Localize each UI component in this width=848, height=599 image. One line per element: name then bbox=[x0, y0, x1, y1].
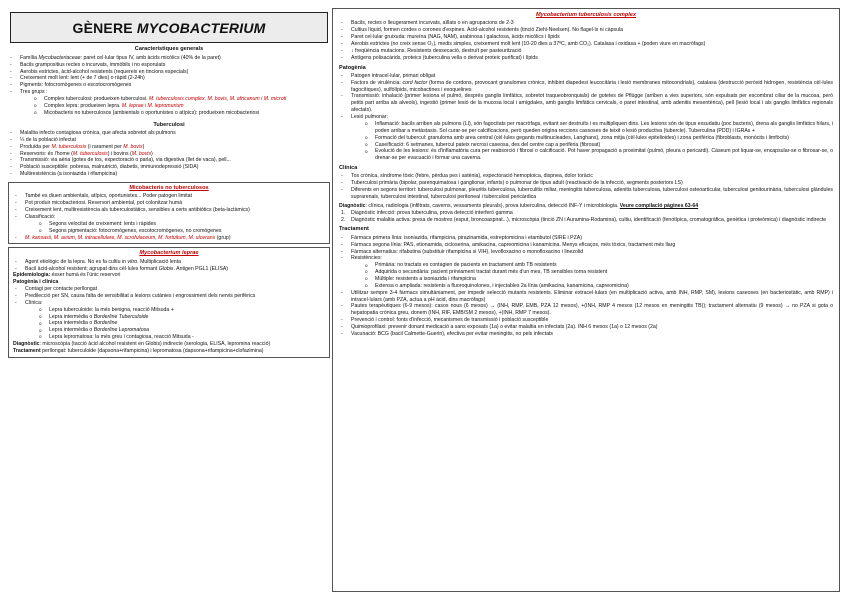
list-item: - Aerobis estrictes (no creix sense O₂), medis simples, creixement molt lent (10-20 dies a 37ºC, amb CO₂). Catalasa i oxidasa + (poden viure en macròfags) bbox=[339, 41, 833, 48]
list-item: - Vacunació: BCG (bacil Calmette-Guerin), efectiva per evitar meningitis, no pels infectats bbox=[339, 331, 833, 338]
list-item: - Contagi per contacte perllongat bbox=[13, 286, 325, 293]
section-heading-caracteristiques: Característiques generals bbox=[134, 46, 204, 53]
sublist-clinica-lepra bbox=[39, 307, 325, 341]
list-item: - Prevenció i control: fonts d'infecció, mecanismes de transmissió i població susceptible bbox=[339, 317, 833, 324]
list-item: o Segons velocitat de creixement: lents i ràpides bbox=[39, 221, 325, 228]
list-item: - Cultius líquid, formen cordes o corones d'espines. Àcid-alcohol resistents (tinció Ziehl-Neelsen). No flagel·ls ni càpsula bbox=[339, 27, 833, 34]
list-item: - Predilecció per SN, causa falta de sensibilitat a lesions cutànies i engrossiment dels nervis perifèrics bbox=[13, 293, 325, 300]
list-item: - Pot produir micobacteriosi. Reservori ambiental, pot colonitzar humà bbox=[13, 200, 325, 207]
list-item: - Antígens polisacàrids, proteics (tuberculina vella o derivat proteic purificat) i lípids bbox=[339, 55, 833, 62]
list-item: - Lesió pulmonar: o Inflamació: bacils arriben als pulmons (LI), són fagocitats per macròfags, evitant ser destruïts i es multipliquen dins. Les lesions són de tipus exsudatiu (poc bacteris), drena als ganglis limfàtics hilars, i poden arribar a metàstasis. Sol curar-se per calcificacions, però queden origina reccions cassoses de teixit o lesió productiva (tubercle). Tuberculina (PDD) i IGRAs + o Formació del tubercul: granuloma amb area central (cèl·lules gegants multinucleades, Langhans), zona mitja (cèl·lules epitelioides) i zona perifèrica (fibroblasts, monòcits i limfòcits) o Caseïficació: 6 setmanes, tubercul pateix necrosi caseosa, des del centre cap a perifèria (fibrosat) o Evolució de les lesions: és d'inflamatòria cura per reabsorció i fibrosi o calcificació. Pot haver propagació a proximitat (pulmó, pleura o pericardi). Càseum pot liquar-se, encapsular-se o fibrosar-se, o drenar-se per evacuació i formar una caverna. bbox=[339, 114, 833, 162]
list-clinica bbox=[339, 173, 833, 200]
section-heading-patogenia: Patogènia bbox=[339, 64, 366, 71]
patogenia-heading: Patogènia i clínica bbox=[13, 279, 59, 286]
list-item: - Patogen intracel·lular, primari obligat bbox=[339, 73, 833, 80]
section-heading-tuberculosi: Tuberculosi bbox=[153, 121, 185, 128]
list-item: o Lepra intermèdia o Borderline Lepromatosa bbox=[39, 327, 325, 334]
diagnostic-lepra: Diagnòstic: microscòpia (tacció àcid alcohol resistent en Globis) indirecte (serologia, ELISA, lepromina reacció) bbox=[13, 341, 271, 348]
list-item: o Extensa o ampliada: resistents a fluoroquinolones, i injectables 2a línia (amikacina, kanamicina, capreomicina) bbox=[365, 283, 833, 290]
list-item: 2. Diagnòstic malaltia activa: presa de mostres (esput, broncoaspirat...), microscòpia (tinció ZN i Auramina-Rodamina), cultiu, identificació (fenotípica, cromatogràfica, genètica i proteòmica) i diagnòstic indirecte bbox=[341, 216, 827, 223]
list-caracteristiques bbox=[8, 55, 330, 117]
sublist-lesio bbox=[365, 121, 833, 162]
list-leprae bbox=[13, 259, 325, 273]
list-item: - Resistències: o Primària: no tractats es contagien de pacients en tractament amb TB resistents o Adquirida o secundària: pacient prèviament tractat durant més d'un mes, TB sensibles torna resistent o Múltiple: resistents a isoniazida i rifampicina o Extensa o ampliada: resistents a fluoroquinolones, i injectables 2a línia (amikacina, kanamicina, capreomicina) bbox=[339, 255, 833, 289]
list-item: - Tres grups : o Complex tuberculosi: produeixen tuberculosi. M. tuberculosis complex, M. bovis, M. africanum i M. microti o Complex lepra: produeixen lepra. M. leprae i M. lepromurium o Micobacteris no tuberculosos (ambientals o oportunistes o atípics): produeixen micobacteriosi bbox=[8, 89, 330, 116]
list-item: - Tos crònica, síndrome tòxic (febre, pèrdua pes i astènia), expectoració hemoptoica, dispnea, dolor toràcic bbox=[339, 173, 833, 180]
list-item: - Factors de virulència: cord factor (forma de cordons, provocant granulomes crònics, inhibint diapedesi leucocitària i lesió membranes mitocondrials), catalasa (destrucció peròxid hidrogen, resistència cèl·lules fagocítiques), sulfòlípids, micobactines i exoquelines bbox=[339, 80, 833, 94]
list-item: - Diferents en segons territori: tuberculosi pulmonar, pleuritis tuberculosa, tuberculitis miliar, meningitis tuberculosa, adenitis tuberculosa, tuberculosi osteoarticular, tuberculosi genitourinària, tuberculosi glàndules suprarenals, tuberculosi intestinal, tuberculosi peritoneal i tuberculosi pericàrdica bbox=[339, 187, 833, 201]
list-tuberculosi bbox=[8, 130, 330, 178]
list-item: o Lepra tuberculoide: la més benigna, reacció Mitsuda + bbox=[39, 307, 325, 314]
list-item: - Fàrmacs primera línia: isoniazida, rifampicina, pirazinamida, estreptomicina i etambutol (SIRE i PZA) bbox=[339, 235, 833, 242]
list-item: o Lepra intermèdia o Borderline Tuberculoide bbox=[39, 314, 325, 321]
list-item: o Adquirida o secundària: pacient prèviament tractat durant més d'un mes, TB sensibles torna resistent bbox=[365, 269, 833, 276]
list-mtb bbox=[339, 20, 833, 61]
list-item: o Evolució de les lesions: és d'inflamatòria cura per reabsorció i fibrosi o calcificació. Pot haver propagació a proximitat (pulmó, pleura o pericardi). Càseum pot liquar-se, encapsular-se o fibrosar-se, o drenar-se per evacuació i formar una caverna. bbox=[365, 148, 833, 162]
list-item: o Lepra lepromatosa: la més greu i contagiosa, reacció Mitsuda - bbox=[39, 334, 325, 341]
list-item: - Tuberculosi primària (bipolar, parenquimatosa i ganglionar, infants) o pulmonar de tipus adult (reactivació de la infecció, segments posteriors LS) bbox=[339, 180, 833, 187]
list-item: - Família Mycobacteriaceae: paret cel·lular tipus IV, amb àcids micòlics (40% de la paret) bbox=[8, 55, 330, 62]
list-item: - Paret cel·lular gruixuda: mureïna (NAG, NAM), arabinosa i galactosa, àcids micòlics i lípids bbox=[339, 34, 833, 41]
list-item: - ↓ freqüència mutacions. Resistents dessecació, destruït per pasteurització bbox=[339, 48, 833, 55]
list-item: - Clínica: o Lepra tuberculoide: la més benigna, reacció Mitsuda + o Lepra intermèdia o Borderline Tuberculoide o Lepra intermèdia o Borderline o Lepra intermèdia o Borderline Lepromatosa o Lepra lepromatosa: la més greu i contagiosa, reacció Mitsuda - bbox=[13, 300, 325, 341]
list-patogenia bbox=[339, 73, 833, 162]
epidemiologia-line: Epidemiologia: ésser humà és l'únic reservori bbox=[13, 272, 121, 279]
list-item: - Pautes terapèutiques (6-9 mesos): casos nous (6 mesos) → (INH, RMP, EMB, PZA 12 mesos), +(INH, RMP 4 mesos (12 mesos en meningitis TB)); tractament alternatiu (9 mesos) → no PZA si gota o hepatopatia crònica greu, donem (INH, RIF, EMB/SM 2 mesos), +(INH, RMP 7 mesos). bbox=[339, 303, 833, 317]
section-heading-clinica: Clínica bbox=[339, 165, 358, 172]
tractament-lepra: Tractament perllongat: tuberculoide (dapsona+rifampicina) i lepromatosa (dapsona+rifampicina+clofazimina) bbox=[13, 347, 264, 354]
list-item: 1. Diagnòstic infecció: prova tuberculina, prova detecció interferó gamma bbox=[341, 209, 513, 216]
list-item: - Produïda per M. tuberculosis (i rarament per M. bovis) bbox=[8, 144, 330, 151]
section-heading-mtb: Mycobacterium tuberculosis complex bbox=[535, 12, 637, 18]
sublist-grups bbox=[34, 96, 330, 117]
box-ntm bbox=[8, 182, 330, 244]
list-item: o Complex tuberculosi: produeixen tuberculosi. M. tuberculosis complex, M. bovis, M. africanum i M. microti bbox=[34, 96, 330, 103]
list-item: - Pigments: fotocromògenes o escotocromògenes bbox=[8, 82, 330, 89]
list-item: - Bacil àcid-alcohol resistent; agrupat dins cèl·lules formant Globis. Antigen PGL1 (ELISA) bbox=[13, 266, 325, 273]
list-item: - Transmissió: via aèria (gotes de tos, expectoració o parla), via digestiva (llet de vaca), pell... bbox=[8, 157, 330, 164]
list-item: o Primària: no tractats es contagien de pacients en tractament amb TB resistents bbox=[365, 262, 833, 269]
list-patogenia-lepra bbox=[13, 286, 325, 341]
section-heading-ntm: Micobacteris no tuberculosos bbox=[129, 184, 209, 191]
list-item: - Població susceptible: pobresa, malnutrició, diabetis, immunodepressió (SIDA) bbox=[8, 164, 330, 171]
list-item: o Lepra intermèdia o Borderline bbox=[39, 320, 325, 327]
list-item: - Creixement lent, multiresistència als tuberculostàtics, sensibles a certs antibiòtics (beta-lactàmics) bbox=[13, 207, 325, 214]
list-item: - Malaltia infecto contagiosa crònica, que afecta sobretot als pulmons bbox=[8, 130, 330, 137]
list-item: - ¼ de la població infectat bbox=[8, 137, 330, 144]
list-item: o Caseïficació: 6 setmanes, tubercul pateix necrosi caseosa, des del centre cap a perifèria (fibrosat) bbox=[365, 142, 833, 149]
list-item: - Aerobis estrictes, àcid-alcohol resistents (requereix en tincions especials) bbox=[8, 69, 330, 76]
list-item: - Reservoris: és l'home (M. tuberculosis) i bovins (M. bovis) bbox=[8, 151, 330, 158]
section-heading-tractament: Tractament bbox=[339, 226, 369, 233]
list-item: o Micobacteris no tuberculosos (ambientals o oportunistes o atípics): produeixen micobacteriosi bbox=[34, 110, 330, 117]
list-item: - Bacils grampositius rectes o incurvats, immòbils i no esporulats bbox=[8, 62, 330, 69]
left-column bbox=[8, 8, 330, 361]
list-ntm bbox=[13, 193, 325, 241]
list-item: - Fàrmacs segona línia: PAS, etionamida, cicloserina, amikacina, capreomicina i kanamicina. Menys eficaços, més tòxics, tractament més llarg bbox=[339, 242, 833, 249]
diagnostic-line: Diagnòstic: clínica, radiologia (infiltrats, caverns, vessaments pleurals), prova tuberculina, detecció INF-Y i microbiologia. Veure compilació pàgines 63-64 bbox=[339, 202, 699, 209]
sublist-classificacio bbox=[39, 221, 325, 235]
list-item: - Agent etiològic de la lepra. No es fa cultiu in vitro. Multiplicació lenta bbox=[13, 259, 325, 266]
list-item: - Multiresistència (a isoniazida i rifampicina) bbox=[8, 171, 330, 178]
list-item: - Fàrmacs alternatius: rifabutina (substituir rifampicina si VIH), levofloxacino o monofloxacino i linezolid bbox=[339, 249, 833, 256]
list-item: - També es diuen ambientals, atípics, oportunistes... Poder patogen limitat bbox=[13, 193, 325, 200]
list-item: o Complex lepra: produeixen lepra. M. leprae i M. lepromurium bbox=[34, 103, 330, 110]
sublist-resistencies bbox=[365, 262, 833, 289]
box-leprae bbox=[8, 247, 330, 357]
list-item: o Segons pigmentació: fotocromògenes, escotocromògenes, no cromògenes bbox=[39, 228, 325, 235]
page-reference-link[interactable]: Veure compilació pàgines 63-64 bbox=[619, 202, 699, 209]
list-item: - Quimioprofilaxi: prevenir donant medicació a sans exposats (1a) o evitar malaltia en infectats (2a). INH 6 mesos (1a) o 12 mesos (2a) bbox=[339, 324, 833, 331]
section-heading-leprae: Mycobacterium leprae bbox=[139, 250, 199, 257]
list-item: o Inflamació: bacils arriben als pulmons (LI), són fagocitats per macròfags, evitant ser destruïts i es multipliquen dins. Les lesions són de tipus exsudatiu (poc bacteris), drena als ganglis limfàtics hilars, i poden arribar a metàstasis. Sol curar-se per calcificacions, però queden origina reccions cassoses de teixit o lesió productiva (tubercle). Tuberculina (PDD) i IGRAs + bbox=[365, 121, 833, 135]
list-diagnostic bbox=[339, 210, 833, 224]
list-tractament bbox=[339, 235, 833, 338]
list-item: - Creixement molt lent: lent (+ de 7 dies) o ràpid (2-24h) bbox=[8, 75, 330, 82]
list-item: - Bacils, rectes o lleugerament incurvats, aïllats o en agrupacions de 2-3 bbox=[339, 20, 833, 27]
list-item: o Formació del tubercul: granuloma amb area central (cèl·lules gegants multinucleades, Langhans), zona mitja (cèl·lules epitelioides) i zona perifèrica (fibroblasts, monòcits i limfòcits) bbox=[365, 135, 833, 142]
right-column bbox=[332, 8, 840, 592]
page-title: GÈNERE MYCOBACTERIUM bbox=[10, 12, 328, 43]
list-item: - Classificació: o Segons velocitat de creixement: lents i ràpides o Segons pigmentació: fotocromògenes, escotocromògenes, no cromògenes bbox=[13, 214, 325, 235]
list-item: - M. kansasii, M. avium, M. intracellulare, M. scrofulaceum, M. fortuitum, M. ulcerans (grup) bbox=[13, 235, 325, 242]
list-item: - Transmissió: inhalació (primer lesiona el pulmó, després ganglis limfàtics, sobretot traqueobronquials) de gotetes de Pflügge (arriben a vies superiors, són expulsats per escombrat ciliar de la mucosa, però petits part arriba als alveols), ingestió (primer lesió de la mucosa local i amígdales, amb ganglis limfàtics cervicals, o paret intestinal, amb adenitis mesentèrica), pell (lesió local i als ganglis limfàtics regionals afectats). bbox=[339, 93, 833, 114]
list-item: o Múltiple: resistents a isoniazida i rifampicina bbox=[365, 276, 833, 283]
list-item: - Utilitzar sempre 3-4 fàrmacs simultàniament, per impedir selecció mutants resistents. Eliminar extracel·lulars (en multiplicació activa, amb INH, RMP, SM), lesions caseoses (en bacteriostàtic, amb RMP) i intracel·lulars (amb PZA, actua a pH àcid, dins macròfags) bbox=[339, 290, 833, 304]
